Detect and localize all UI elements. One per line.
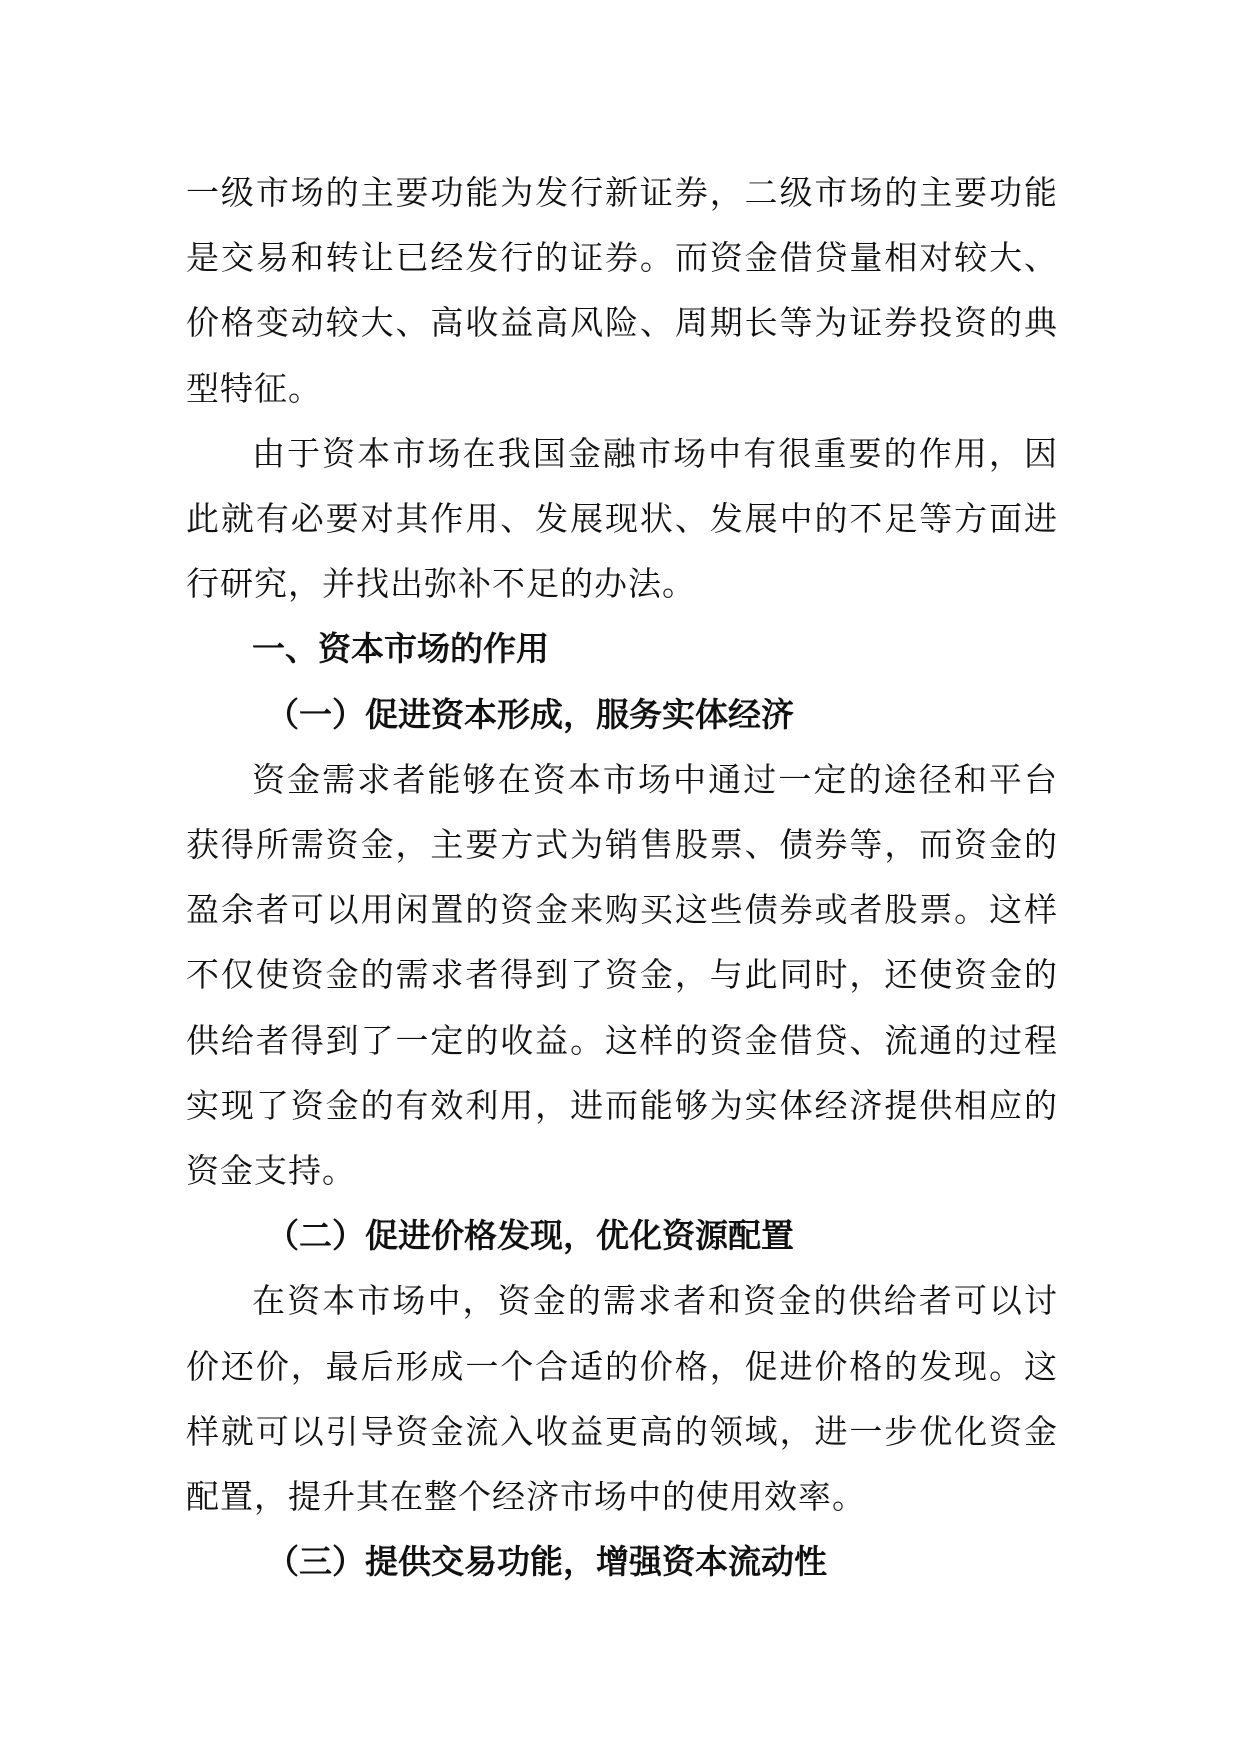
intro-paragraph: 一级市场的主要功能为发行新证券，二级市场的主要功能是交易和转让已经发行的证券。而资金借贷量相对较大、价格变动较大、高收益高风险、周期长等为证券投资的典型特征。 [186, 173, 1058, 408]
subsection-1-heading: （一）促进资本形成，服务实体经济 [266, 694, 794, 734]
research-paragraph: 由于资本市场在我国金融市场中有很重要的作用，因此就有必要对其作用、发展现状、发展中的不足等方面进行研究，并找出弥补不足的办法。 [186, 433, 1058, 604]
document-body [186, 160, 1058, 1594]
subsection-3-heading: （三）提供交易功能，增强资本流动性 [266, 1542, 827, 1582]
subsection-2-heading: （二）促进价格发现，优化资源配置 [266, 1216, 794, 1256]
section-1-heading: 一、资本市场的作用 [252, 629, 549, 669]
subsection-2-paragraph: 在资本市场中，资金的需求者和资金的供给者可以讨价还价，最后形成一个合适的价格，促进价格的发现。这样就可以引导资金流入收益更高的领域，进一步优化资金配置，提升其在整个经济市场中的使用效率。 [186, 1281, 1058, 1517]
subsection-1-paragraph: 资金需求者能够在资本市场中通过一定的途径和平台获得所需资金，主要方式为销售股票、债券等，而资金的盈余者可以用闲置的资金来购买这些债券或者股票。这样不仅使资金的需求者得到了资金，与此同时，还使资金的供给者得到了一定的收益。这样的资金借贷、流通的过程实现了资金的有效利用，进而能够为实体经济提供相应的资金支持。 [186, 759, 1058, 1191]
